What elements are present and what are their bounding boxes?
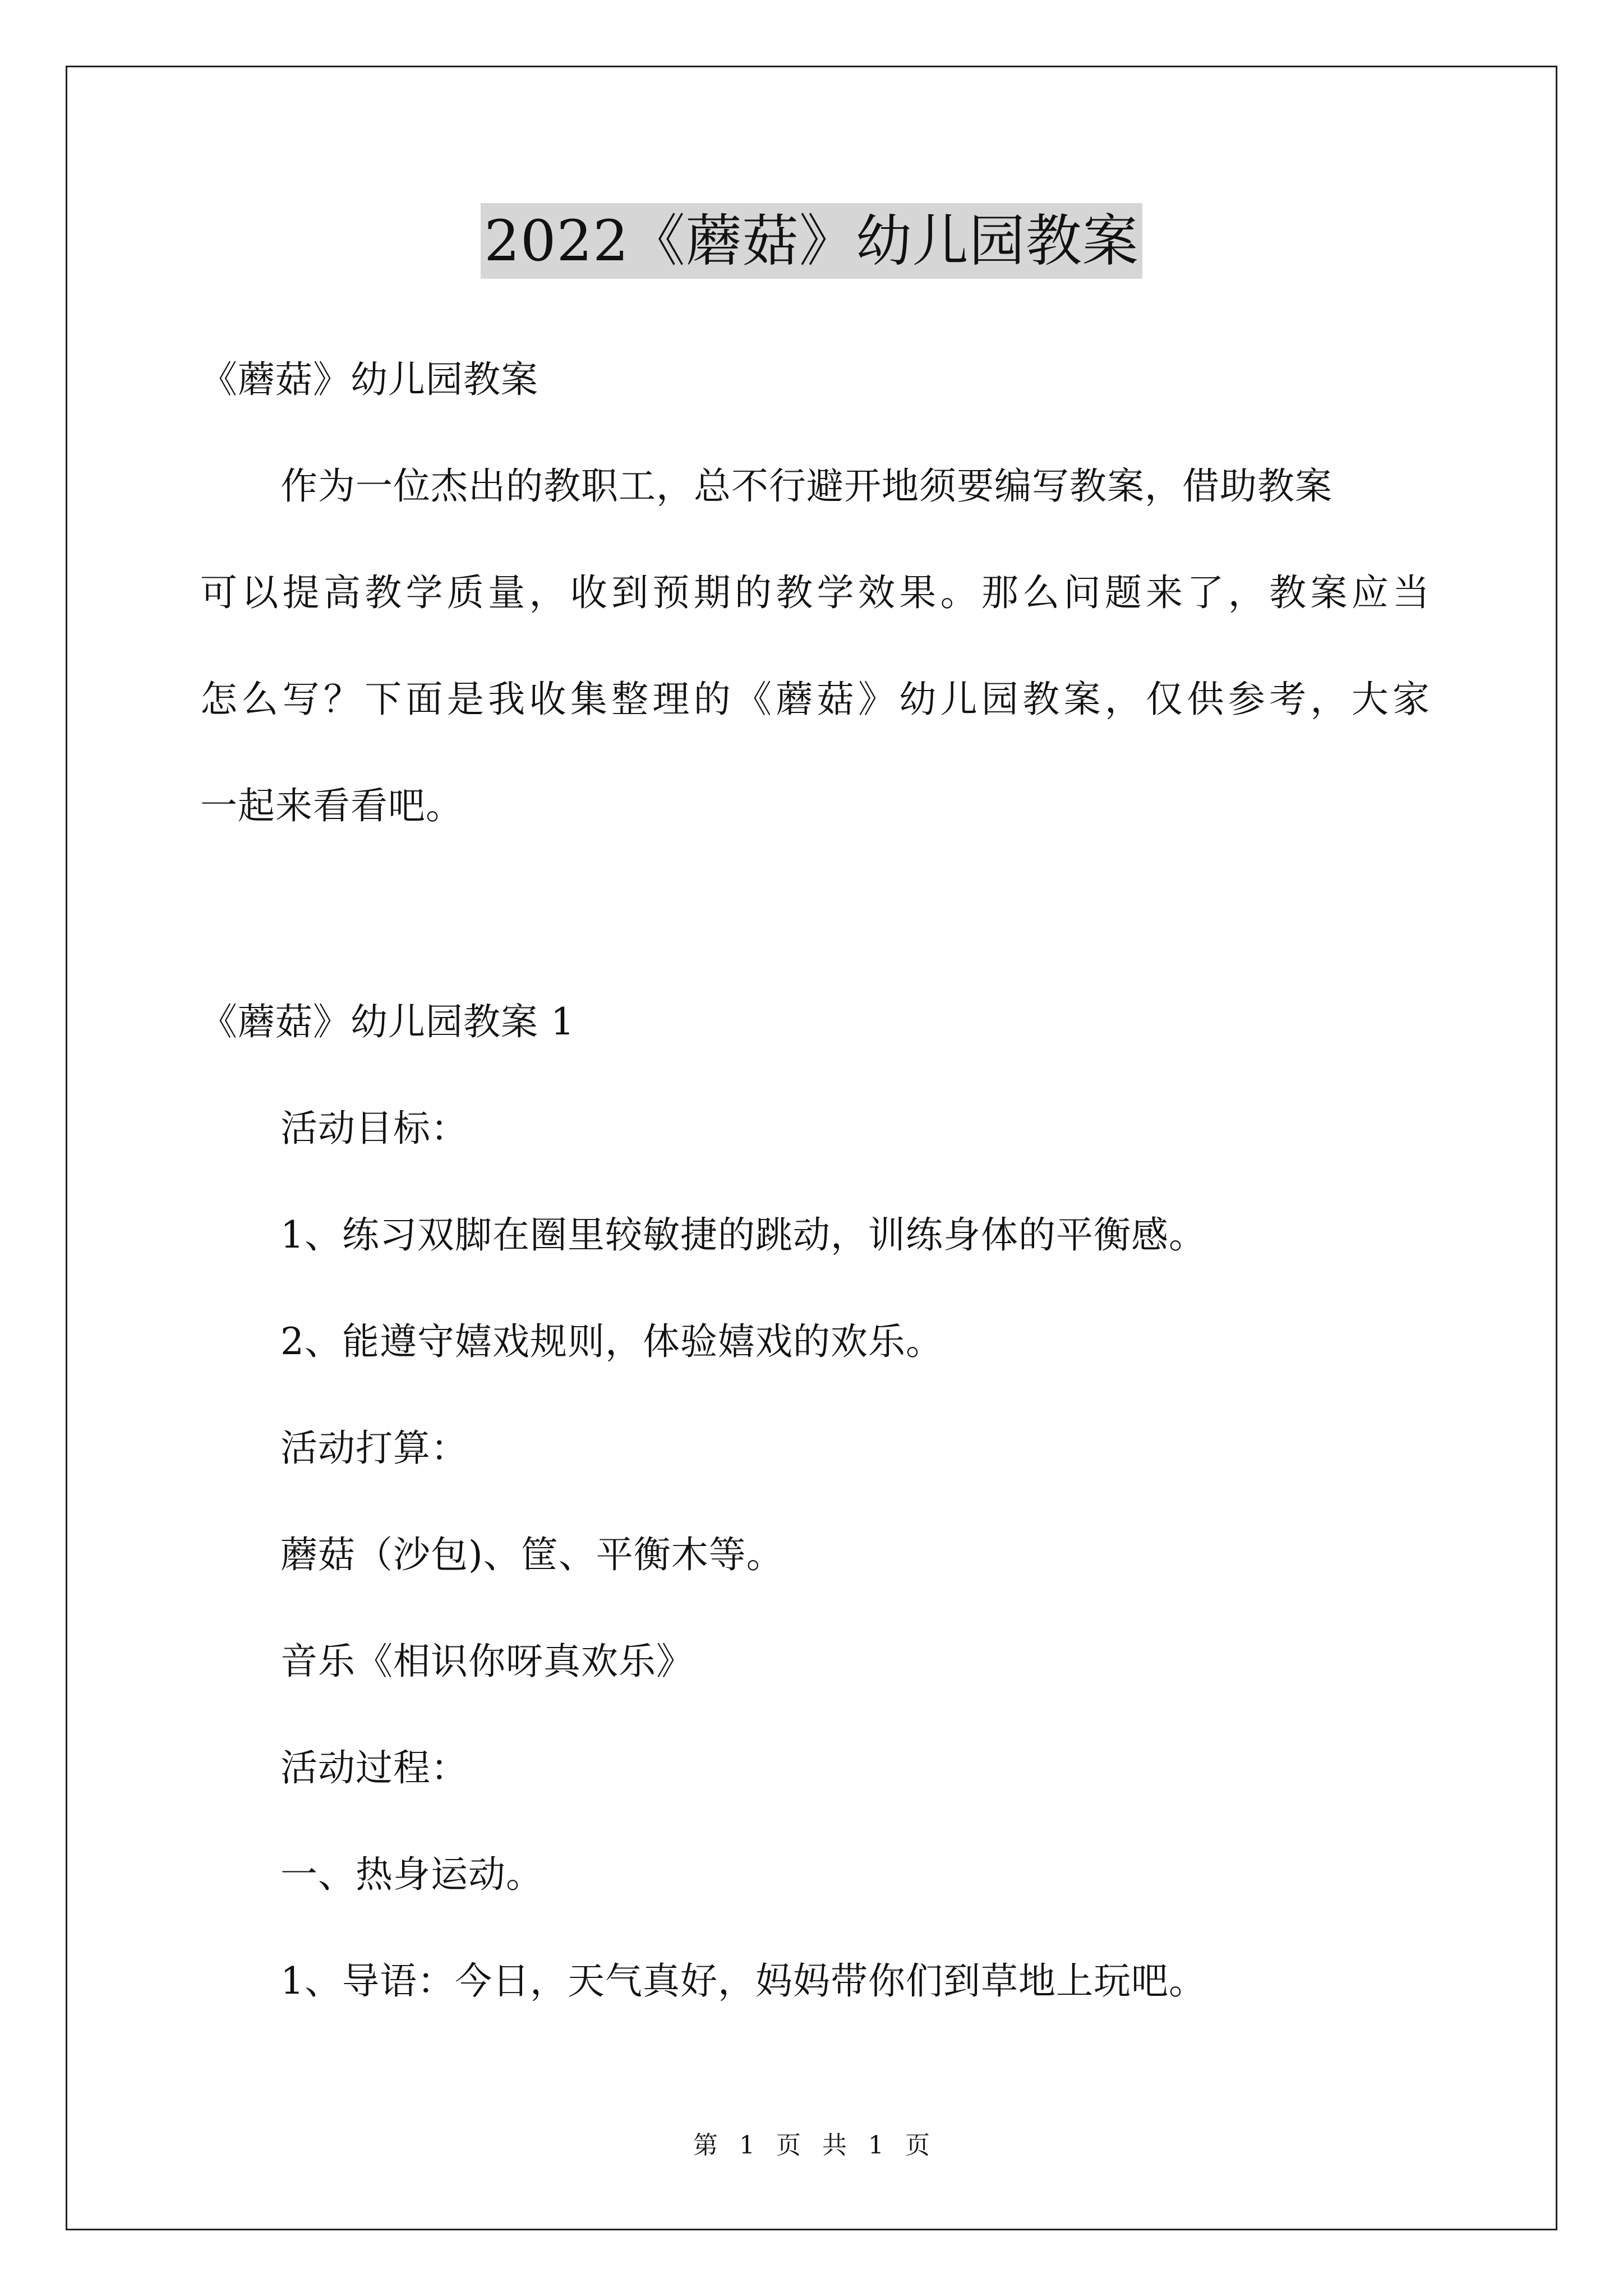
intro-line-1: 作为一位杰出的教职工，总不行避开地须要编写教案，借助教案 <box>280 464 1332 508</box>
body-line-3: 2、能遵守嬉戏规则，体验嬉戏的欢乐。 <box>280 1320 943 1363</box>
body-line-8: 一、热身运动。 <box>280 1853 543 1896</box>
subtitle: 《蘑菇》幼儿园教案 <box>200 358 538 401</box>
intro-line-4: 一起来看看吧。 <box>200 784 463 827</box>
body-line-4: 活动打算： <box>280 1427 468 1470</box>
body-line-7: 活动过程： <box>280 1746 468 1789</box>
body-line-6: 音乐《相识你呀真欢乐》 <box>280 1640 694 1683</box>
body-line-9: 1、导语：今日，天气真好，妈妈带你们到草地上玩吧。 <box>280 1959 1206 2003</box>
intro-line-2: 可以提高教学质量，收到预期的教学效果。那么问题来了，教案应当 <box>200 571 1430 614</box>
page-footer: 第 1 页 共 1 页 <box>693 2131 930 2160</box>
intro-line-3: 怎么写？下面是我收集整理的《蘑菇》幼儿园教案，仅供参考，大家 <box>200 678 1430 721</box>
section-heading: 《蘑菇》幼儿园教案 1 <box>200 1000 575 1043</box>
title-container <box>0 203 1623 279</box>
body-line-5: 蘑菇（沙包)、筐、平衡木等。 <box>280 1533 784 1576</box>
body-line-1: 活动目标： <box>280 1107 468 1150</box>
document-title: 2022《蘑菇》幼儿园教案 <box>481 203 1142 279</box>
body-line-2: 1、练习双脚在圈里较敏捷的跳动，训练身体的平衡感。 <box>280 1213 1206 1257</box>
